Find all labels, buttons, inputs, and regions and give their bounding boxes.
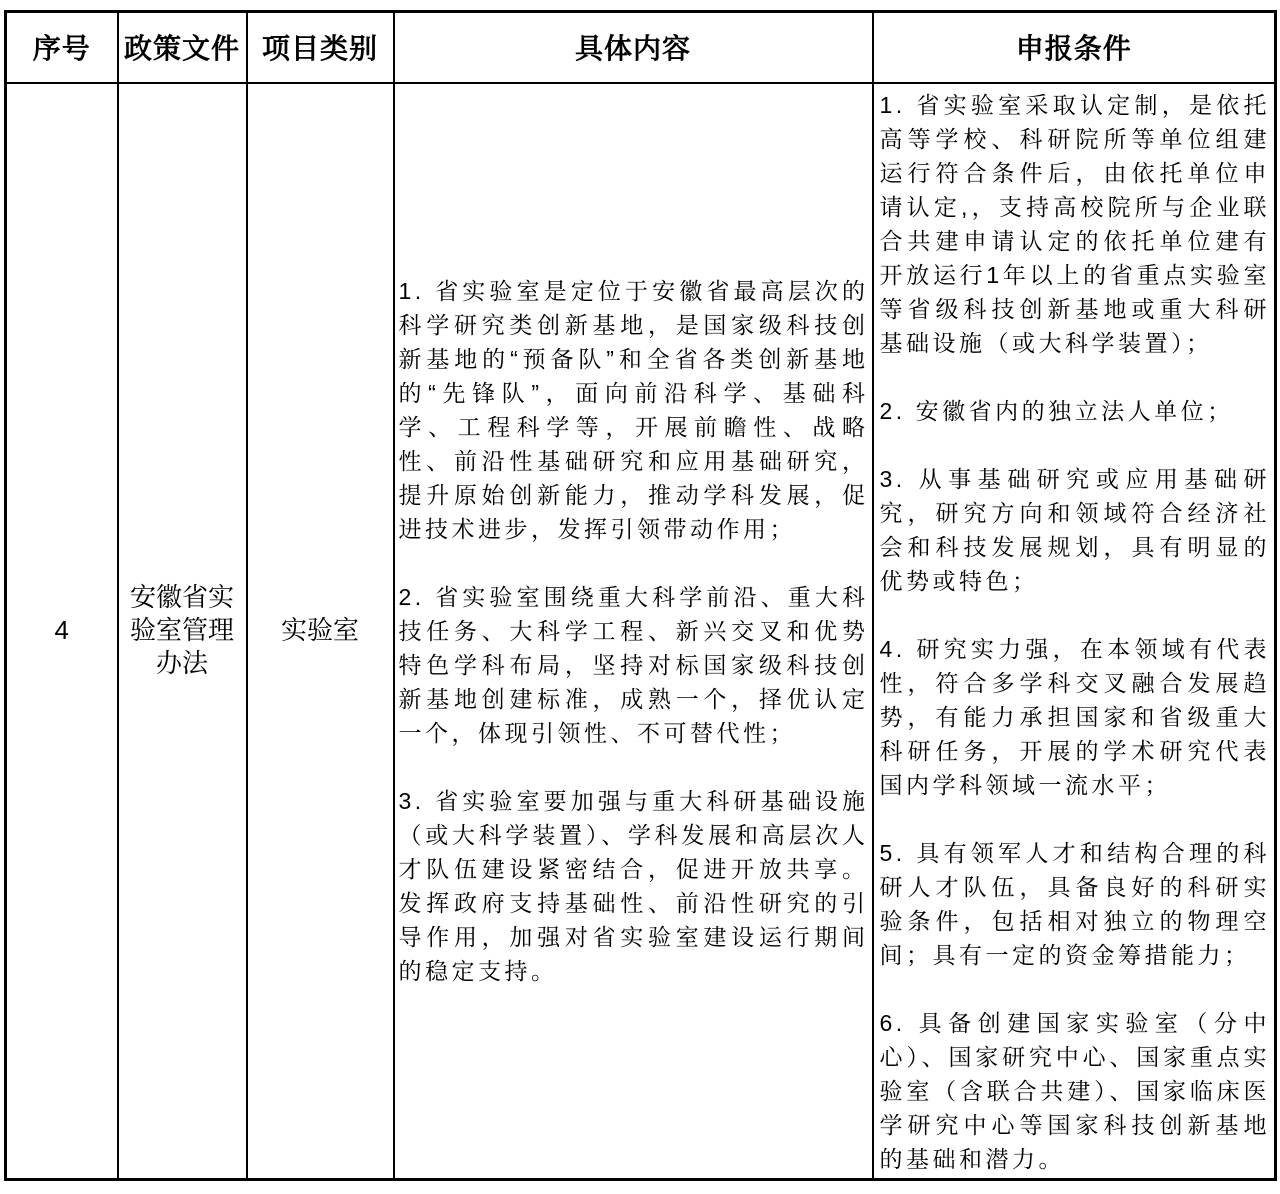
policy-document-cell: 安徽省实验室管理办法 <box>118 83 247 1180</box>
header-cell-content: 具体内容 <box>394 12 873 83</box>
header-cell-project-category: 项目类别 <box>247 12 394 83</box>
condition-paragraph: 5. 具有领军人才和结构合理的科研人才队伍，具备良好的科研实验条件，包括相对独立的物理空间；具有一定的资金筹措能力； <box>879 839 1270 968</box>
header-cell-seq: 序号 <box>6 12 118 83</box>
header-cell-conditions: 申报条件 <box>873 12 1276 83</box>
condition-paragraph: 1. 省实验室采取认定制，是依托高等学校、科研院所等单位组建运行符合条件后，由依托单位申请认定,，支持高校院所与企业联合共建申请认定的依托单位建有开放运行1年以上的省重点实验室等省级科技创新基地或重大科研基础设施（或大科学装置）； <box>879 91 1270 356</box>
header-row <box>6 12 1276 83</box>
content-paragraph: 3. 省实验室要加强与重大科研基础设施（或大科学装置）、学科发展和高层次人才队伍建设紧密结合，促进开放共享。发挥政府支持基础性、前沿性研究的引导作用，加强对省实验室建设运行期间的稳定支持。 <box>398 787 869 984</box>
policy-table <box>4 10 1277 1181</box>
condition-paragraph: 6. 具备创建国家实验室（分中心）、国家研究中心、国家重点实验室（含联合共建）、国家临床医学研究中心等国家科技创新基地的基础和潜力。 <box>879 1009 1270 1172</box>
conditions-cell <box>873 83 1276 1180</box>
condition-paragraph: 4. 研究实力强，在本领域有代表性，符合多学科交叉融合发展趋势，有能力承担国家和省级重大科研任务，开展的学术研究代表国内学科领域一流水平； <box>879 635 1270 798</box>
content-cell <box>394 83 873 1180</box>
condition-paragraph: 2. 安徽省内的独立法人单位； <box>879 397 1234 424</box>
content-paragraph: 1. 省实验室是定位于安徽省最高层次的科学研究类创新基地，是国家级科技创新基地的“预备队”和全省各类创新基地的“先锋队”，面向前沿科学、基础科学、工程科学等，开展前瞻性、战略性、前沿性基础研究和应用基础研究，提升原始创新能力，推动学科发展，促进技术进步，发挥引领带动作用； <box>398 277 869 542</box>
content-paragraph: 2. 省实验室围绕重大科学前沿、重大科技任务、大科学工程、新兴交叉和优势特色学科布局，坚持对标国家级科技创新基地创建标准，成熟一个，择优认定一个，体现引领性、不可替代性； <box>398 583 869 746</box>
table-row <box>6 83 1276 1180</box>
header-cell-policy-document: 政策文件 <box>118 12 247 83</box>
project-category-cell: 实验室 <box>247 83 394 1180</box>
condition-paragraph: 3. 从事基础研究或应用基础研究，研究方向和领域符合经济社会和科技发展规划，具有明显的优势或特色； <box>879 465 1270 594</box>
seq-cell: 4 <box>6 83 118 1180</box>
